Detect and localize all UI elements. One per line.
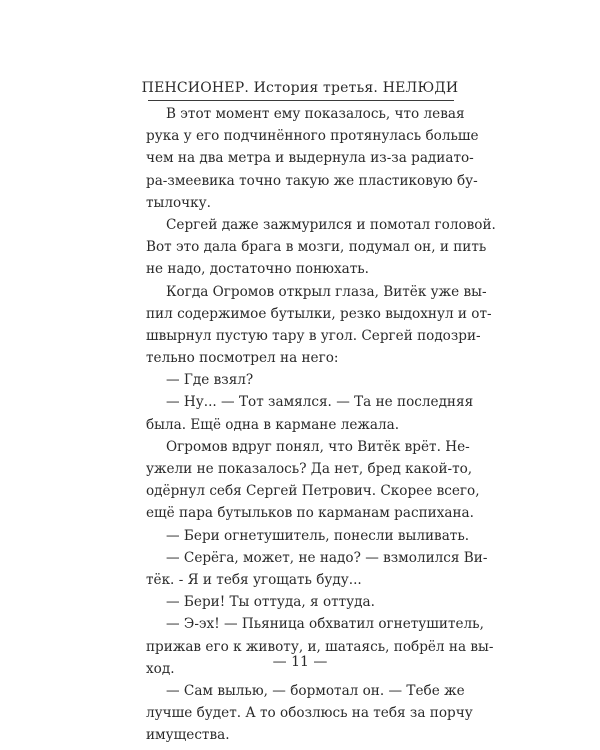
text-line: пил содержимое бутылки, резко выдохнул и от- bbox=[146, 305, 492, 322]
text-line: лучше будет. А то обозлюсь на тебя за порчу bbox=[146, 705, 473, 722]
page-body bbox=[146, 103, 496, 746]
header-rule bbox=[148, 100, 454, 101]
text-line: — Бери! Ты оттуда, я оттуда. bbox=[166, 594, 375, 611]
text-line: чем на два метра и выдернула из-за радиато- bbox=[146, 150, 474, 167]
page-number: — 11 — bbox=[272, 654, 328, 670]
text-line: прижав его к животу, и, шатаясь, побрёл на вы- bbox=[146, 638, 494, 655]
text-line: — Сам вылью, — бормотал он. — Тебе же bbox=[166, 682, 465, 699]
text-line: не надо, достаточно понюхать. bbox=[146, 261, 369, 278]
text-line: ужели не показалось? Да нет, бред какой-то, bbox=[146, 461, 473, 477]
text-line: — Где взял? bbox=[166, 372, 254, 389]
text-line: рука у его подчинённого протянулась больше bbox=[146, 128, 479, 145]
text-line: Огромов вдруг понял, что Витёк врёт. Не- bbox=[166, 438, 470, 455]
text-line: — Бери огнетушитель, понесли выливать. bbox=[166, 527, 470, 544]
text-line: тылочку. bbox=[146, 194, 211, 211]
text-line: ход. bbox=[146, 660, 175, 677]
running-header: ПЕНСИОНЕР. История третья. НЕЛЮДИ bbox=[141, 80, 459, 96]
text-line: ещё пара бутыльков по карманам распихана. bbox=[146, 505, 474, 522]
text-line: одёрнул себя Сергей Петрович. Скорее всего, bbox=[146, 483, 480, 500]
text-line: была. Ещё одна в кармане лежала. bbox=[146, 416, 400, 433]
text-line: В этот момент ему показалось, что левая bbox=[166, 106, 465, 122]
text-line: тельно посмотрел на него: bbox=[146, 350, 339, 367]
text-line: — Серёга, может, не надо? — взмолился Ви- bbox=[166, 549, 488, 566]
text-line: Сергей даже зажмурился и помотал головой. bbox=[166, 216, 496, 233]
text-line: имущества. bbox=[146, 727, 230, 744]
text-line: тёк. - Я и тебя угощать буду... bbox=[146, 571, 362, 588]
text-line: — Ну... — Тот замялся. — Та не последняя bbox=[166, 394, 474, 411]
text-line: ра-змеевика точно такую же пластиковую бу- bbox=[146, 172, 478, 189]
text-line: Когда Огромов открыл глаза, Витёк уже вы- bbox=[166, 283, 487, 300]
text-line: швырнул пустую тару в угол. Сергей подозри- bbox=[146, 327, 481, 344]
text-line: — Э-эх! — Пьяница обхватил огнетушитель, bbox=[166, 616, 484, 633]
text-line: Вот это дала брага в мозги, подумал он, и пить bbox=[146, 239, 487, 256]
